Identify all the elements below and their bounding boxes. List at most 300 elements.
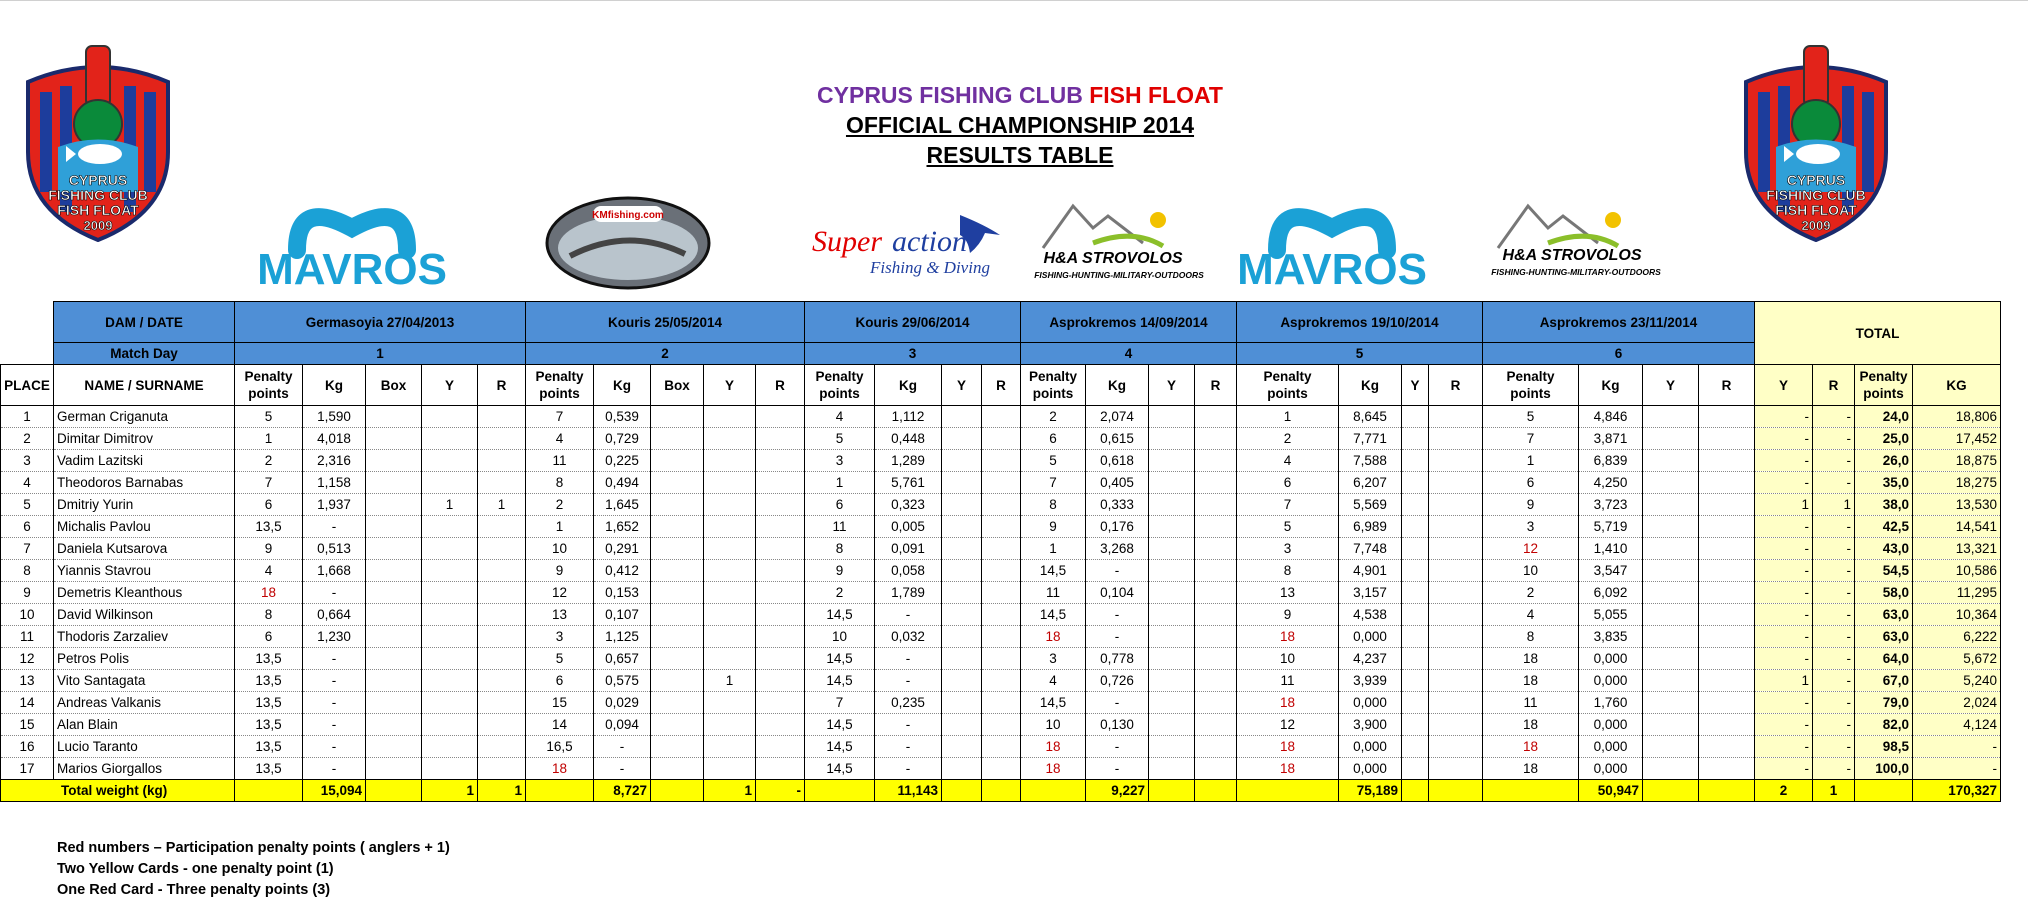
- cell-day-2: [651, 758, 704, 780]
- kg-cell-day-2: 0,412: [594, 560, 651, 582]
- match-venue-4: Asprokremos 14/09/2014: [1021, 302, 1237, 343]
- penalty-label-line-2: points: [819, 386, 860, 401]
- total-kg-cell: 5,672: [1913, 648, 2001, 670]
- kg-cell-day-2: 0,494: [594, 472, 651, 494]
- total-penalty-cell: 25,0: [1855, 428, 1913, 450]
- cell-day-3: [982, 604, 1021, 626]
- cell-day-6: [1699, 450, 1755, 472]
- yellow-card-header-day-4: Y: [1149, 365, 1195, 406]
- total-kg-cell: 13,530: [1913, 494, 2001, 516]
- total-yellow-cell: -: [1755, 758, 1813, 780]
- cell-day-4: [1149, 692, 1195, 714]
- total-weight-label: Total weight (kg): [1, 780, 235, 802]
- cell-day-2: [756, 472, 805, 494]
- total-kg-cell: 14,541: [1913, 516, 2001, 538]
- kg-cell-day-3: -: [875, 648, 942, 670]
- cell-day-5: [1429, 670, 1483, 692]
- total-weight-day-3: [805, 780, 875, 802]
- penalty-cell-day-3: 1: [805, 472, 875, 494]
- kg-cell-day-4: 0,618: [1086, 450, 1149, 472]
- cell-day-1: 1: [422, 494, 478, 516]
- penalty-label-line-1: Penalty: [244, 369, 293, 384]
- cell-day-6: [1643, 582, 1699, 604]
- kg-cell-day-6: 5,719: [1579, 516, 1643, 538]
- cell-day-1: [422, 406, 478, 428]
- cell-day-3: [942, 450, 982, 472]
- total-red-cell: -: [1813, 692, 1855, 714]
- penalty-cell-day-1: 13,5: [235, 714, 303, 736]
- penalty-cell-day-4: 2: [1021, 406, 1086, 428]
- cell-day-1: [366, 670, 422, 692]
- kg-cell-day-5: 6,989: [1339, 516, 1402, 538]
- place-cell: 10: [1, 604, 54, 626]
- kg-cell-day-5: 7,588: [1339, 450, 1402, 472]
- empty-corner: [1, 302, 54, 343]
- sponsor-ha-sub: FISHING-HUNTING-MILITARY-OUTDOORS: [1491, 267, 1661, 277]
- penalty-cell-day-4: 14,5: [1021, 604, 1086, 626]
- table-row: [1, 450, 2001, 472]
- cell-day-3: [982, 670, 1021, 692]
- sponsor-mavros-logo: [252, 198, 452, 288]
- total-weight-day-4: [1021, 780, 1086, 802]
- cell-day-6: [1643, 758, 1699, 780]
- penalty-cell-day-4: 9: [1021, 516, 1086, 538]
- place-cell: 17: [1, 758, 54, 780]
- cell-day-5: [1429, 582, 1483, 604]
- name-cell: Andreas Valkanis: [54, 692, 235, 714]
- cell-day-4: [1195, 582, 1237, 604]
- kg-cell-day-3: -: [875, 736, 942, 758]
- total-kg-cell: 2,024: [1913, 692, 2001, 714]
- kg-cell-day-2: 0,107: [594, 604, 651, 626]
- penalty-cell-day-1: 6: [235, 494, 303, 516]
- penalty-cell-day-3: 14,5: [805, 714, 875, 736]
- header-row-matchday: [1, 343, 2001, 365]
- cell-day-1: [478, 714, 526, 736]
- cell-day-2: [651, 670, 704, 692]
- kg-cell-day-1: -: [303, 582, 366, 604]
- penalty-cell-day-1: 13,5: [235, 670, 303, 692]
- cell-day-1: [366, 758, 422, 780]
- club-logo-year: 2009: [83, 218, 113, 233]
- box-header-day-1: Box: [366, 365, 422, 406]
- penalty-cell-day-6: 6: [1483, 472, 1579, 494]
- table-row: [1, 736, 2001, 758]
- penalty-cell-day-1: 9: [235, 538, 303, 560]
- cell-day-6: [1643, 560, 1699, 582]
- note-red-card: One Red Card - Three penalty points (3): [57, 882, 331, 898]
- cell-day-3: [982, 428, 1021, 450]
- total-weight-day-1: [235, 780, 303, 802]
- name-cell: Vadim Lazitski: [54, 450, 235, 472]
- cell-day-6: [1643, 736, 1699, 758]
- name-cell: Lucio Taranto: [54, 736, 235, 758]
- cell-day-1: [478, 516, 526, 538]
- cell-day-1: [366, 406, 422, 428]
- total-weight-day-3: [942, 780, 982, 802]
- kg-cell-day-2: 0,225: [594, 450, 651, 472]
- cell-day-5: [1402, 714, 1429, 736]
- cell-day-5: [1402, 494, 1429, 516]
- cell-day-2: [651, 450, 704, 472]
- cell-day-5: [1429, 450, 1483, 472]
- penalty-cell-day-6: 4: [1483, 604, 1579, 626]
- kg-cell-day-1: 1,668: [303, 560, 366, 582]
- table-row: [1, 714, 2001, 736]
- red-card-header-day-6: R: [1699, 365, 1755, 406]
- total-red-cell: 1: [1813, 494, 1855, 516]
- penalty-cell-day-6: 2: [1483, 582, 1579, 604]
- penalty-cell-day-3: 3: [805, 450, 875, 472]
- cell-day-1: [422, 604, 478, 626]
- penalty-cell-day-4: 8: [1021, 494, 1086, 516]
- cell-day-3: [942, 714, 982, 736]
- cell-day-6: [1699, 560, 1755, 582]
- kg-cell-day-1: 1,158: [303, 472, 366, 494]
- cell-day-3: [982, 648, 1021, 670]
- kg-cell-day-5: 0,000: [1339, 758, 1402, 780]
- match-venue-2: Kouris 25/05/2014: [526, 302, 805, 343]
- total-penalty-cell: 43,0: [1855, 538, 1913, 560]
- penalty-cell-day-4: 7: [1021, 472, 1086, 494]
- penalty-cell-day-2: 11: [526, 450, 594, 472]
- penalty-cell-day-2: 8: [526, 472, 594, 494]
- kg-cell-day-6: 1,760: [1579, 692, 1643, 714]
- penalty-cell-day-1: 13,5: [235, 758, 303, 780]
- penalty-cell-day-1: 6: [235, 626, 303, 648]
- cell-day-6: [1643, 692, 1699, 714]
- club-name-accent: FISH FLOAT: [1089, 82, 1223, 108]
- penalty-cell-day-4: 14,5: [1021, 560, 1086, 582]
- sponsor-superaction-action: action: [892, 225, 967, 258]
- penalty-cell-day-6: 18: [1483, 670, 1579, 692]
- cell-day-3: [982, 736, 1021, 758]
- total-yellow-cell: -: [1755, 406, 1813, 428]
- name-cell: Thodoris Zarzaliev: [54, 626, 235, 648]
- cell-day-6: [1643, 714, 1699, 736]
- cell-day-1: [422, 582, 478, 604]
- kg-cell-day-4: 0,726: [1086, 670, 1149, 692]
- penalty-cell-day-2: 10: [526, 538, 594, 560]
- table-row: [1, 648, 2001, 670]
- cell-day-2: [704, 648, 756, 670]
- table-row: [1, 428, 2001, 450]
- sponsor-mavros-logo-2: [1232, 198, 1432, 288]
- total-weight-day-4: [1195, 780, 1237, 802]
- cell-day-4: [1149, 450, 1195, 472]
- penalty-label-line-2: points: [1267, 386, 1308, 401]
- penalty-cell-day-4: 18: [1021, 758, 1086, 780]
- total-penalty-cell: 64,0: [1855, 648, 1913, 670]
- total-red-header: R: [1813, 365, 1855, 406]
- place-cell: 8: [1, 560, 54, 582]
- table-row: [1, 406, 2001, 428]
- cell-day-3: [982, 516, 1021, 538]
- cell-day-5: [1402, 604, 1429, 626]
- name-cell: Alan Blain: [54, 714, 235, 736]
- cell-day-2: [756, 736, 805, 758]
- cell-day-2: [651, 604, 704, 626]
- cell-day-2: [756, 516, 805, 538]
- cell-day-5: [1402, 516, 1429, 538]
- penalty-cell-day-2: 6: [526, 670, 594, 692]
- cell-day-2: [704, 494, 756, 516]
- cell-day-5: [1429, 560, 1483, 582]
- penalty-cell-day-4: 11: [1021, 582, 1086, 604]
- total-red-cell: -: [1813, 560, 1855, 582]
- cell-day-6: [1699, 428, 1755, 450]
- kg-cell-day-1: 1,590: [303, 406, 366, 428]
- cell-day-1: [478, 428, 526, 450]
- kg-cell-day-3: 0,323: [875, 494, 942, 516]
- club-logo-year: 2009: [1801, 218, 1831, 233]
- cell-day-4: [1149, 758, 1195, 780]
- results-table-title: RESULTS TABLE: [926, 142, 1114, 168]
- kg-cell-day-1: 0,664: [303, 604, 366, 626]
- cell-day-1: [478, 670, 526, 692]
- cell-day-1: 1: [478, 494, 526, 516]
- cell-day-1: [478, 450, 526, 472]
- cell-day-3: [982, 450, 1021, 472]
- cell-day-2: [704, 626, 756, 648]
- cell-day-3: [942, 670, 982, 692]
- penalty-cell-day-3: 9: [805, 560, 875, 582]
- kg-header-day-1: Kg: [303, 365, 366, 406]
- cell-day-3: [942, 560, 982, 582]
- table-row: [1, 494, 2001, 516]
- penalty-cell-day-1: 2: [235, 450, 303, 472]
- cell-day-3: [942, 758, 982, 780]
- penalty-cell-day-5: 18: [1237, 736, 1339, 758]
- cell-day-1: [366, 714, 422, 736]
- cell-day-4: [1195, 428, 1237, 450]
- penalty-label-line-1: Penalty: [535, 369, 584, 384]
- penalty-cell-day-4: 3: [1021, 648, 1086, 670]
- cell-day-1: [366, 626, 422, 648]
- total-weight-day-1: [366, 780, 422, 802]
- total-kg-header: KG: [1913, 365, 2001, 406]
- penalty-cell-day-5: 6: [1237, 472, 1339, 494]
- club-name: CYPRUS FISHING CLUB: [817, 82, 1083, 108]
- total-penalty-cell: 82,0: [1855, 714, 1913, 736]
- kg-cell-day-4: 0,176: [1086, 516, 1149, 538]
- kg-cell-day-4: 0,130: [1086, 714, 1149, 736]
- place-cell: 9: [1, 582, 54, 604]
- cell-day-6: [1699, 494, 1755, 516]
- kg-cell-day-3: 0,005: [875, 516, 942, 538]
- place-cell: 13: [1, 670, 54, 692]
- kg-cell-day-5: 7,748: [1339, 538, 1402, 560]
- table-row: [1, 516, 2001, 538]
- cell-day-5: [1429, 626, 1483, 648]
- table-row: [1, 604, 2001, 626]
- total-kg-cell: 5,240: [1913, 670, 2001, 692]
- cell-day-3: [982, 406, 1021, 428]
- kg-cell-day-6: 4,250: [1579, 472, 1643, 494]
- cell-day-1: [422, 648, 478, 670]
- sponsor-ha-title: H&A STROVOLOS: [1043, 250, 1183, 267]
- total-red-cell: -: [1813, 538, 1855, 560]
- penalty-cell-day-2: 18: [526, 758, 594, 780]
- total-header: TOTAL: [1755, 302, 2001, 365]
- penalty-cell-day-3: 14,5: [805, 648, 875, 670]
- table-row: [1, 538, 2001, 560]
- cell-day-6: [1643, 516, 1699, 538]
- cell-day-2: [756, 648, 805, 670]
- column-header-row: [1, 365, 2001, 406]
- kg-cell-day-3: 1,112: [875, 406, 942, 428]
- match-venue-3: Kouris 29/06/2014: [805, 302, 1021, 343]
- kg-cell-day-2: -: [594, 736, 651, 758]
- cell-day-4: [1195, 604, 1237, 626]
- penalty-cell-day-3: 7: [805, 692, 875, 714]
- red-card-header-day-1: R: [478, 365, 526, 406]
- kg-cell-day-6: 0,000: [1579, 670, 1643, 692]
- cell-day-1: [478, 604, 526, 626]
- total-penalty-cell: 42,5: [1855, 516, 1913, 538]
- cell-day-2: [704, 560, 756, 582]
- penalty-cell-day-2: 14: [526, 714, 594, 736]
- penalty-cell-day-5: 18: [1237, 626, 1339, 648]
- club-logo-text: FISH FLOAT: [57, 202, 139, 218]
- cell-day-1: [366, 516, 422, 538]
- name-cell: Petros Polis: [54, 648, 235, 670]
- place-column-header: PLACE: [1, 365, 54, 406]
- total-weight-day-2: 1: [704, 780, 756, 802]
- match-venue-5: Asprokremos 19/10/2014: [1237, 302, 1483, 343]
- table-row: [1, 758, 2001, 780]
- kg-cell-day-1: -: [303, 714, 366, 736]
- penalty-cell-day-3: 14,5: [805, 604, 875, 626]
- cell-day-4: [1195, 538, 1237, 560]
- cell-day-4: [1149, 714, 1195, 736]
- cell-day-2: [756, 626, 805, 648]
- sponsor-kmfishing-text: KMfishing.com: [592, 210, 664, 221]
- cell-day-1: [366, 494, 422, 516]
- kg-cell-day-2: 1,645: [594, 494, 651, 516]
- name-cell: Marios Giorgallos: [54, 758, 235, 780]
- kg-cell-day-6: 1,410: [1579, 538, 1643, 560]
- note-yellow-cards: Two Yellow Cards - one penalty point (1): [57, 861, 334, 877]
- cell-day-3: [982, 692, 1021, 714]
- cell-day-4: [1195, 450, 1237, 472]
- penalty-cell-day-2: 3: [526, 626, 594, 648]
- cell-day-1: [422, 692, 478, 714]
- place-cell: 14: [1, 692, 54, 714]
- legend-notes: [57, 838, 450, 901]
- place-cell: 3: [1, 450, 54, 472]
- place-cell: 12: [1, 648, 54, 670]
- match-venue-1: Germasoyia 27/04/2013: [235, 302, 526, 343]
- cell-day-3: [982, 538, 1021, 560]
- sponsor-superaction-super: Super: [812, 225, 882, 258]
- kg-cell-day-5: 6,207: [1339, 472, 1402, 494]
- kg-cell-day-4: 0,333: [1086, 494, 1149, 516]
- kg-cell-day-1: -: [303, 670, 366, 692]
- penalty-cell-day-3: 14,5: [805, 670, 875, 692]
- kg-cell-day-2: -: [594, 758, 651, 780]
- kg-cell-day-2: 0,575: [594, 670, 651, 692]
- total-kg-cell: 10,364: [1913, 604, 2001, 626]
- penalty-cell-day-6: 8: [1483, 626, 1579, 648]
- cell-day-2: [756, 670, 805, 692]
- total-yellow-cell: -: [1755, 472, 1813, 494]
- kg-cell-day-5: 5,569: [1339, 494, 1402, 516]
- name-cell: Daniela Kutsarova: [54, 538, 235, 560]
- club-logo-text: FISHING CLUB: [48, 187, 148, 203]
- sponsor-ha-strovolos-logo: [1033, 198, 1213, 286]
- cell-day-5: [1402, 428, 1429, 450]
- kg-cell-day-3: -: [875, 670, 942, 692]
- cell-day-4: [1149, 626, 1195, 648]
- name-cell: Vito Santagata: [54, 670, 235, 692]
- penalty-cell-day-5: 5: [1237, 516, 1339, 538]
- kg-cell-day-1: 0,513: [303, 538, 366, 560]
- kg-cell-day-5: 8,645: [1339, 406, 1402, 428]
- place-cell: 4: [1, 472, 54, 494]
- kg-cell-day-1: -: [303, 516, 366, 538]
- cell-day-3: [982, 472, 1021, 494]
- penalty-cell-day-5: 7: [1237, 494, 1339, 516]
- red-card-header-day-2: R: [756, 365, 805, 406]
- cell-day-6: [1643, 450, 1699, 472]
- penalty-cell-day-6: 3: [1483, 516, 1579, 538]
- cell-day-6: [1643, 670, 1699, 692]
- table-row: [1, 626, 2001, 648]
- total-kg-cell: 18,275: [1913, 472, 2001, 494]
- sponsor-ha-title: H&A STROVOLOS: [1502, 247, 1642, 264]
- cell-day-4: [1195, 648, 1237, 670]
- penalty-cell-day-2: 2: [526, 494, 594, 516]
- total-red-cell: -: [1813, 450, 1855, 472]
- cell-day-6: [1699, 692, 1755, 714]
- cell-day-6: [1699, 670, 1755, 692]
- sponsor-mavros-text: MAVROS: [257, 245, 447, 288]
- kg-cell-day-2: 1,125: [594, 626, 651, 648]
- total-penalty-cell: 98,5: [1855, 736, 1913, 758]
- cell-day-5: [1402, 626, 1429, 648]
- kg-cell-day-3: -: [875, 604, 942, 626]
- cell-day-2: [651, 406, 704, 428]
- penalty-cell-day-6: 18: [1483, 714, 1579, 736]
- total-red-cell: -: [1813, 670, 1855, 692]
- name-cell: German Criganuta: [54, 406, 235, 428]
- penalty-label-line-1: Penalty: [1506, 369, 1555, 384]
- cell-day-2: [756, 428, 805, 450]
- grand-total-cell: 2: [1755, 780, 1813, 802]
- penalty-cell-day-1: 13,5: [235, 648, 303, 670]
- penalty-label-line-2: points: [1863, 386, 1904, 401]
- penalty-cell-day-5: 18: [1237, 758, 1339, 780]
- total-red-cell: -: [1813, 516, 1855, 538]
- kg-header-day-3: Kg: [875, 365, 942, 406]
- total-weight-day-6: 50,947: [1579, 780, 1643, 802]
- cell-day-6: [1643, 648, 1699, 670]
- cell-day-4: [1149, 428, 1195, 450]
- yellow-card-header-day-1: Y: [422, 365, 478, 406]
- grand-total-cell: 170,327: [1913, 780, 2001, 802]
- total-yellow-cell: -: [1755, 582, 1813, 604]
- penalty-cell-day-3: 2: [805, 582, 875, 604]
- cell-day-4: [1195, 494, 1237, 516]
- kg-cell-day-5: 4,901: [1339, 560, 1402, 582]
- cell-day-4: [1149, 582, 1195, 604]
- cell-day-2: [756, 758, 805, 780]
- cell-day-5: [1429, 714, 1483, 736]
- cell-day-1: [422, 670, 478, 692]
- note-red-numbers: Red numbers – Participation penalty points ( anglers + 1): [57, 840, 450, 856]
- sponsor-superaction-sub: Fishing & Diving: [870, 258, 990, 277]
